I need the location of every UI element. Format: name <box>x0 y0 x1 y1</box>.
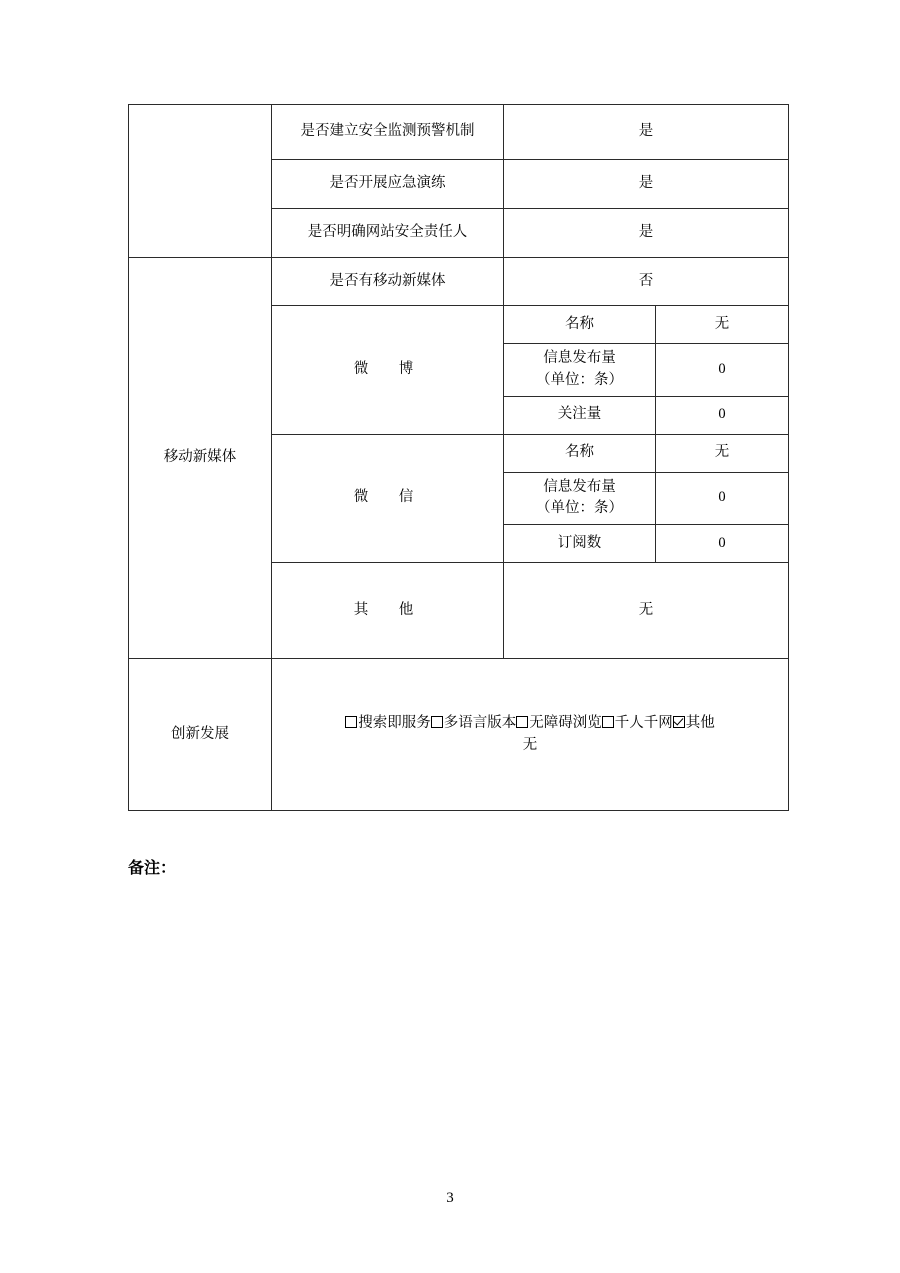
security-section-label <box>129 105 272 258</box>
innovation-option-label: 其他 <box>685 714 715 731</box>
innovation-option-other[interactable] <box>673 715 715 731</box>
weixin-subscribers-label: 订阅数 <box>504 525 656 563</box>
security-answer: 是 <box>504 160 789 209</box>
weibo-followers-value: 0 <box>656 396 789 434</box>
innovation-option-label: 搜索即服务 <box>358 714 431 731</box>
innovation-option-accessibility[interactable] <box>516 715 602 731</box>
innovation-option-multilingual[interactable] <box>431 715 517 731</box>
weibo-post-count-value: 0 <box>656 344 789 397</box>
table-row <box>129 105 789 160</box>
security-question: 是否建立安全监测预警机制 <box>272 105 504 160</box>
weibo-followers-label: 关注量 <box>504 396 656 434</box>
weibo-post-count-label <box>504 344 656 397</box>
weixin-name-label: 名称 <box>504 434 656 472</box>
page-number: 3 <box>446 1190 454 1206</box>
weixin-post-count-label-line2: （单位：条） <box>536 500 623 517</box>
innovation-option-search-as-service[interactable] <box>345 715 431 731</box>
form-table-container <box>128 104 788 811</box>
table-row <box>129 258 789 306</box>
weixin-label: 微 信 <box>272 434 504 563</box>
weixin-subscribers-value: 0 <box>656 525 789 563</box>
innovation-section-label: 创新发展 <box>129 659 272 811</box>
weibo-post-count-label-line2: （单位：条） <box>536 371 623 388</box>
remark-label: 备注： <box>128 860 177 877</box>
weixin-name-value: 无 <box>656 434 789 472</box>
checkbox-icon[interactable] <box>431 716 443 728</box>
security-answer: 是 <box>504 105 789 160</box>
annual-report-table <box>128 104 789 811</box>
weibo-post-count-label-line1: 信息发布量 <box>543 350 616 366</box>
weixin-post-count-value: 0 <box>656 472 789 525</box>
checkbox-icon[interactable] <box>602 716 614 728</box>
security-question: 是否开展应急演练 <box>272 160 504 209</box>
weibo-name-label: 名称 <box>504 306 656 344</box>
checkbox-icon[interactable] <box>345 716 357 728</box>
weixin-post-count-label-line1: 信息发布量 <box>543 478 616 495</box>
innovation-other-text: 无 <box>522 736 538 753</box>
other-media-value: 无 <box>504 563 789 659</box>
innovation-options-cell <box>272 659 789 811</box>
weibo-name-value: 无 <box>656 306 789 344</box>
mobile-media-section-label: 移动新媒体 <box>129 258 272 659</box>
table-row <box>129 659 789 811</box>
weixin-post-count-label <box>504 472 656 525</box>
other-media-label: 其 他 <box>272 563 504 659</box>
checkbox-checked-icon[interactable] <box>673 716 685 728</box>
innovation-option-label: 无障碍浏览 <box>529 714 602 731</box>
has-mobile-media-answer: 否 <box>504 258 789 306</box>
innovation-option-label: 千人千网 <box>614 714 673 731</box>
security-question: 是否明确网站安全责任人 <box>272 209 504 258</box>
checkbox-icon[interactable] <box>516 716 528 728</box>
innovation-options-line <box>278 713 782 735</box>
innovation-option-personalization[interactable] <box>602 715 673 731</box>
innovation-option-label: 多语言版本 <box>443 714 517 731</box>
security-answer: 是 <box>504 209 789 258</box>
has-mobile-media-question: 是否有移动新媒体 <box>272 258 504 306</box>
weibo-label: 微 博 <box>272 306 504 435</box>
